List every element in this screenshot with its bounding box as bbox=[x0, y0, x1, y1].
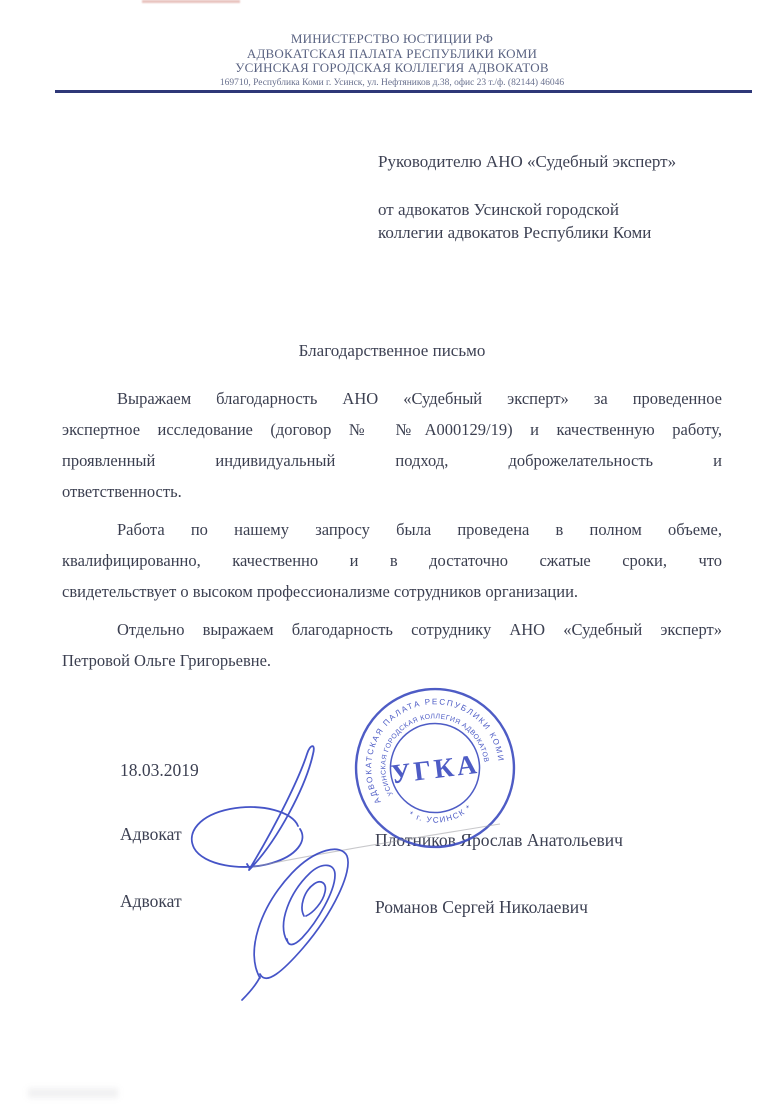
signatory-role: Адвокат bbox=[120, 824, 182, 844]
letterhead-chamber: АДВОКАТСКАЯ ПАЛАТА РЕСПУБЛИКИ КОМИ bbox=[246, 45, 538, 61]
paragraph bbox=[62, 514, 722, 607]
paragraph-line: Петровой Ольге Григорьевне. bbox=[62, 651, 272, 670]
paragraph-line: экспертное исследование (договор № №А000129/19) и качественную работу, bbox=[62, 420, 722, 439]
paragraph-line: Работа по нашему запросу была проведена в полном объеме, bbox=[117, 520, 722, 539]
letterhead-collegium: УСИНСКАЯ ГОРОДСКАЯ КОЛЛЕГИЯ АДВОКАТОВ bbox=[235, 60, 549, 75]
recipient-line: от адвокатов Усинской городской bbox=[378, 200, 619, 219]
letter-date: 18.03.2019 bbox=[120, 760, 199, 780]
paragraph-line: ответственность. bbox=[62, 482, 182, 501]
recipient-line: коллегии адвокатов Республики Коми bbox=[378, 223, 652, 242]
round-stamp bbox=[343, 676, 528, 861]
stamp-bottom-text: * г. УСИНСК * bbox=[407, 802, 474, 825]
paragraph bbox=[62, 614, 722, 676]
paragraph-line: квалифицированно, качественно и в достаточно сжатые сроки, что bbox=[62, 551, 722, 570]
signature-2 bbox=[242, 849, 348, 1000]
stamp-outer-ring-text: АДВОКАТСКАЯ ПАЛАТА РЕСПУБЛИКИ КОМИ bbox=[364, 697, 506, 806]
signature-1 bbox=[192, 746, 314, 870]
letterhead-divider bbox=[55, 90, 752, 93]
letterhead-ministry: МИНИСТЕРСТВО ЮСТИЦИИ РФ bbox=[290, 31, 494, 46]
letterhead-address: 169710, Республика Коми г. Усинск, ул. Нефтяников д.38, офис 23 т./ф. (82144) 46046 bbox=[219, 77, 565, 88]
paragraph-line: проявленный индивидуальный подход, доброжелательность и bbox=[62, 451, 722, 470]
signatory-name: Романов Сергей Николаевич bbox=[375, 897, 588, 917]
recipient-line: Руководителю АНО «Судебный эксперт» bbox=[378, 152, 677, 171]
signatory-name: Плотников Ярослав Анатольевич bbox=[375, 830, 623, 850]
signatory-role: Адвокат bbox=[120, 891, 182, 911]
letterhead bbox=[0, 32, 784, 89]
scan-artifact-bottom bbox=[28, 1088, 118, 1098]
scan-artifact-top bbox=[142, 0, 240, 3]
paragraph bbox=[62, 383, 722, 507]
letter-title: Благодарственное письмо bbox=[298, 341, 486, 360]
paragraph-line: свидетельствует о высоком профессионализме сотрудников организации. bbox=[62, 582, 579, 601]
paragraph-line: Выражаем благодарность АНО «Судебный эксперт» за проведенное bbox=[117, 389, 722, 408]
stamp-abbreviation: УГКА bbox=[389, 748, 482, 790]
recipient-block bbox=[378, 150, 676, 244]
letter-body bbox=[62, 383, 722, 683]
paragraph-line: Отдельно выражаем благодарность сотруднику АНО «Судебный эксперт» bbox=[117, 620, 722, 639]
stamp-inner-ring-text: УСИНСКАЯ ГОРОДСКАЯ КОЛЛЕГИЯ АДВОКАТОВ bbox=[380, 713, 490, 797]
